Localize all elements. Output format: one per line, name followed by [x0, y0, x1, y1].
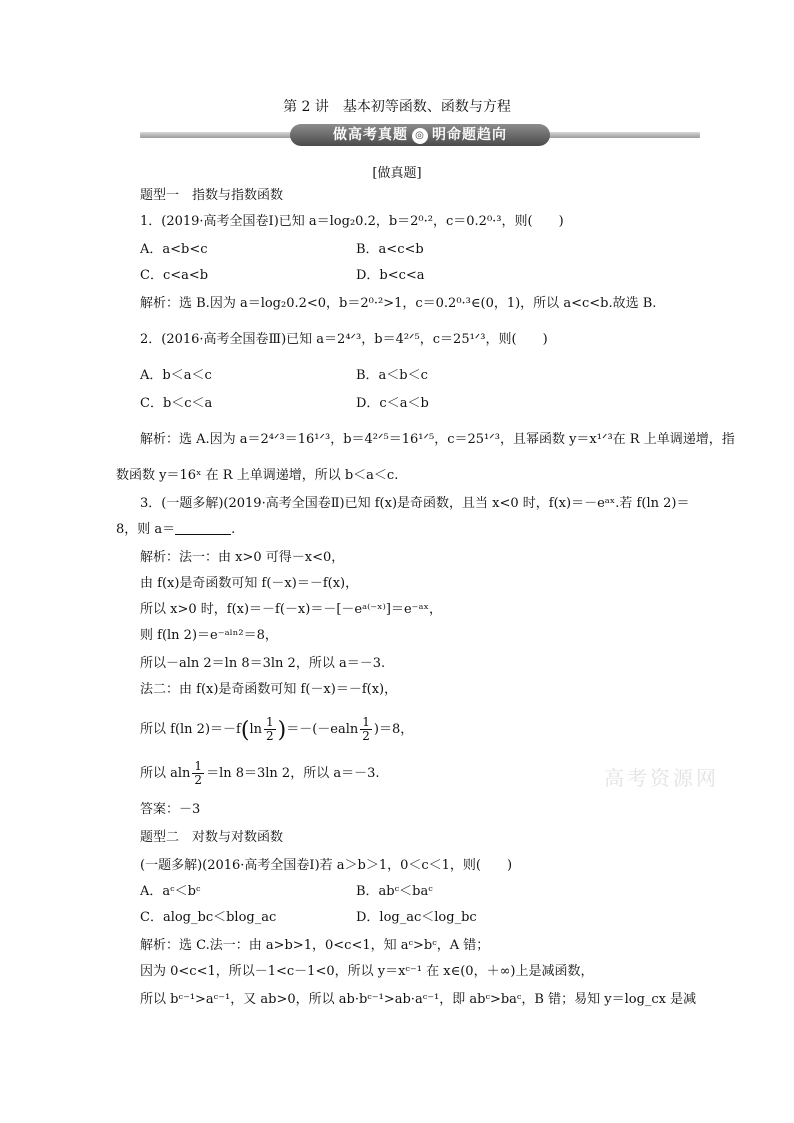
option-c: C．c<a<b [140, 268, 209, 283]
answer-3: 答案：－3 [140, 802, 201, 817]
page-title: 第 2 讲 基本初等函数、函数与方程 [283, 99, 511, 115]
watermark: 高考资源网 [604, 766, 719, 790]
solution-1: 解析：选 B.因为 a＝log₂0.2<0，b＝2⁰·²>1，c＝0.2⁰·³∈(0，1)，所以 a<c<b.故选 B. [140, 296, 657, 311]
text-part: 所以 f(ln 2)＝－f [140, 722, 241, 737]
text-part: ln [249, 722, 262, 737]
period: . [231, 522, 236, 537]
option-d: D．b<c<a [356, 268, 425, 283]
solution-3-method-2-line-2 [140, 714, 413, 747]
answer-prompt: 8，则 a＝ [116, 522, 176, 537]
option-b: B．a<c<b [356, 242, 424, 257]
option-c: C．alog_bc＜blog_ac [140, 910, 277, 925]
text-part: ＝－(－ealn [286, 722, 359, 737]
banner-badge [290, 124, 550, 146]
fraction-numerator: 1 [194, 759, 203, 773]
banner-left: 做高考真题 [333, 127, 408, 143]
text-part: 所以 aln [140, 766, 191, 781]
solution-3-line-1: 解析：法一：由 x>0 可得－x<0， [140, 550, 345, 565]
fraction [264, 716, 276, 743]
option-d: D．c＜a＜b [356, 396, 429, 411]
fraction-denominator: 2 [265, 729, 274, 743]
question-3-line-1: 3．(一题多解)(2019·高考全国卷Ⅱ)已知 f(x)是奇函数，且当 x<0 时，f(x)＝－eᵃˣ.若 f(ln 2)＝ [140, 496, 690, 511]
banner-right: 明命题趋向 [432, 127, 507, 143]
text-part: ＝ln 8＝3ln 2，所以 a＝－3. [206, 766, 380, 781]
right-paren: ) [277, 718, 287, 743]
heading-topic-2: 题型二 对数与对数函数 [140, 830, 284, 845]
solution-3-method-2: 法二：由 f(x)是奇函数可知 f(－x)＝－f(x)， [140, 682, 398, 697]
option-a: A．a<b<c [140, 242, 208, 257]
solution-3-method-2-line-3 [140, 758, 380, 790]
option-b: B．a＜b＜c [356, 368, 428, 383]
fraction [360, 716, 372, 743]
solution-3-line-4: 则 f(ln 2)＝e⁻ᵃˡⁿ²＝8， [140, 628, 278, 643]
fraction-numerator: 1 [362, 715, 370, 729]
banner-mark: ◎ [412, 128, 428, 144]
solution-4-line-3: 所以 bᶜ⁻¹>aᶜ⁻¹，又 ab>0，所以 ab·bᶜ⁻¹>ab·aᶜ⁻¹，即 abᶜ>baᶜ，B 错；易知 y＝log_cx 是减 [140, 992, 697, 1007]
solution-2-line-2: 数函数 y＝16ˣ 在 R 上单调递增，所以 b＜a＜c. [116, 468, 399, 483]
section-banner [140, 124, 700, 146]
text-part: )＝8， [373, 722, 414, 737]
question-4: (一题多解)(2016·高考全国卷Ⅰ)若 a＞b＞1，0＜c＜1，则( ) [140, 858, 513, 873]
solution-3-line-3: 所以 x>0 时，f(x)＝－f(－x)＝－[－eᵃ⁽⁻ˣ⁾]＝e⁻ᵃˣ， [140, 602, 443, 617]
fraction-denominator: 2 [194, 773, 203, 787]
option-a: A．b＜a＜c [140, 368, 212, 383]
option-d: D．log_ac＜log_bc [356, 910, 477, 925]
question-2: 2．(2016·高考全国卷Ⅲ)已知 a＝2⁴ᐟ³，b＝4²ᐟ⁵，c＝25¹ᐟ³，则( ) [140, 332, 548, 347]
question-1: 1．(2019·高考全国卷Ⅰ)已知 a＝log₂0.2，b＝2⁰·²，c＝0.2⁰·³，则( ) [140, 214, 564, 229]
option-a: A．aᶜ＜bᶜ [140, 884, 201, 899]
fraction-numerator: 1 [265, 715, 274, 729]
solution-4-line-2: 因为 0<c<1，所以－1<c－1<0，所以 y＝xᶜ⁻¹ 在 x∈(0，＋∞)上是减函数， [140, 964, 594, 979]
solution-3-line-5: 所以－aln 2＝ln 8＝3ln 2，所以 a＝－3. [140, 656, 386, 671]
solution-3-line-2: 由 f(x)是奇函数可知 f(－x)＝－f(x)， [140, 576, 359, 591]
solution-4-line-1: 解析：选 C.法一：由 a>b>1，0<c<1，知 aᶜ>bᶜ，A 错； [140, 938, 490, 953]
fraction [192, 760, 204, 787]
solution-2-line-1: 解析：选 A.因为 a＝2⁴ᐟ³＝16¹ᐟ³，b＝4²ᐟ⁵＝16¹ᐟ⁵，c＝25¹ᐟ³，且幂函数 y＝x¹ᐟ³在 R 上单调递增，指 [140, 432, 735, 447]
answer-blank [175, 522, 231, 535]
section-label: [做真题] [372, 166, 422, 181]
option-b: B．abᶜ＜baᶜ [356, 884, 433, 899]
question-3-line-2 [116, 520, 235, 540]
left-paren: ( [240, 718, 250, 743]
option-c: C．b＜c＜a [140, 396, 213, 411]
heading-topic-1: 题型一 指数与指数函数 [140, 188, 284, 203]
fraction-denominator: 2 [362, 729, 370, 743]
